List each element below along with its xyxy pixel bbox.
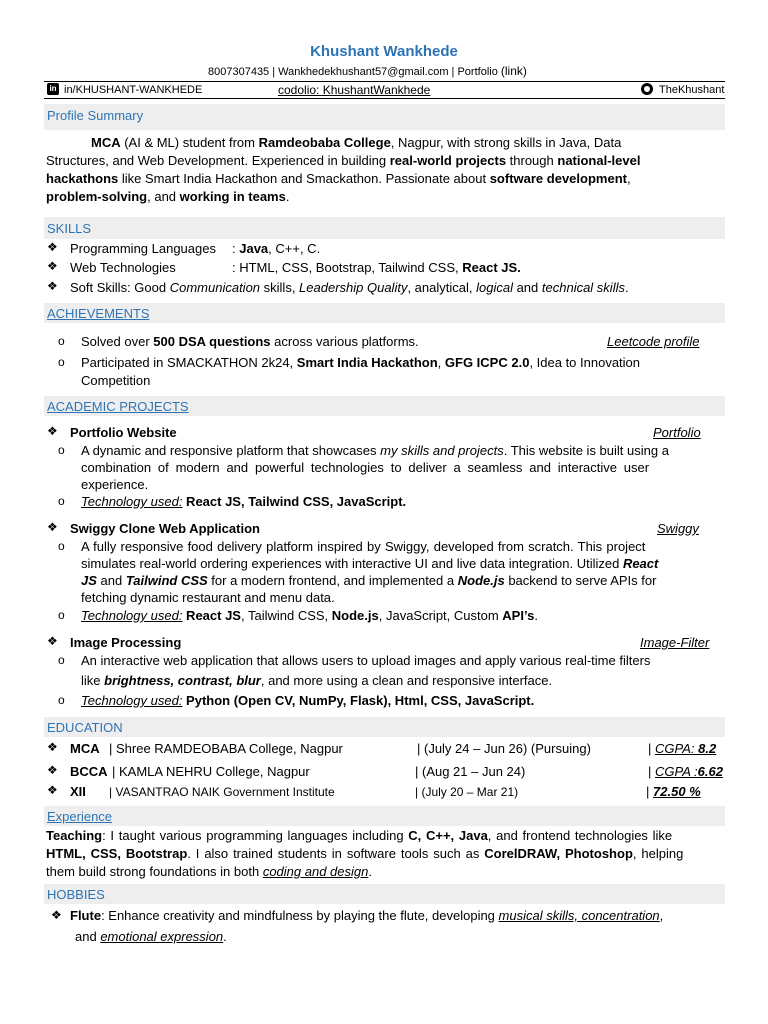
summary-heading: Profile Summary [47,108,144,123]
codolio-handle[interactable]: codolio: KhushantWankhede [278,83,431,97]
edu-degree: BCCA [70,764,108,779]
project-portfolio-desc-2: combination of modern and powerful technologies to deliver a seamless and interactive user [81,460,650,475]
sub-bullet: o [58,334,65,348]
bullet-diamond: ❖ [47,763,58,777]
project-image-desc-1: An interactive web application that allows users to upload images and apply various real-time filters [81,653,651,668]
bullet-diamond: ❖ [51,908,62,922]
achievements-heading: ACHIEVEMENTS [47,306,150,321]
project-swiggy-tech: Technology used: React JS, Tailwind CSS, Node.js, JavaScript, Custom API’s. [81,608,538,623]
experience-line-3: them build strong foundations in both coding and design. [46,864,372,879]
bullet-diamond: ❖ [47,279,58,293]
edu-score: | CGPA: 8.2 [648,741,717,756]
project-image-desc-2: like brightness, contrast, blur, and more using a clean and responsive interface. [81,673,553,688]
contact-text: 8007307435 | Wankhedekhushant57@gmail.com | Portfolio [208,66,498,78]
summary-line-3: hackathons like Smart India Hackathon and Smackathon. Passionate about software development, [46,171,631,186]
sub-bullet: o [58,443,65,457]
bullet-diamond: ❖ [47,634,58,648]
project-swiggy-desc-1: A fully responsive food delivery platform inspired by Swiggy, developed from scratch. This project [81,539,646,554]
github-icon[interactable] [641,83,653,95]
project-swiggy-desc-3: JS and Tailwind CSS for a modern frontend, and implemented a Node.js backend to serve APIs for [81,573,657,588]
bullet-diamond: ❖ [47,424,58,438]
edu-dates: | (July 24 – Jun 26) (Pursuing) [417,741,591,756]
skills-heading: SKILLS [47,221,92,236]
experience-heading: Experience [47,809,113,824]
skill-web-label: Web Technologies [70,260,176,275]
contact-line [208,64,527,79]
bullet-diamond: ❖ [47,520,58,534]
edu-dates: | (Aug 21 – Jun 24) [415,764,526,779]
edu-institute: | KAMLA NEHRU College, Nagpur [112,764,310,779]
achievement-2: Participated in SMACKATHON 2k24, Smart India Hackathon, GFG ICPC 2.0, Idea to Innovation [81,355,641,370]
project-portfolio-tech: Technology used: React JS, Tailwind CSS, JavaScript. [81,494,407,509]
github-handle[interactable]: TheKhushant [659,84,725,96]
skill-prog-label: Programming Languages [70,241,216,256]
image-filter-link[interactable]: Image-Filter [640,635,710,650]
projects-heading: ACADEMIC PROJECTS [47,399,189,414]
bullet-diamond: ❖ [47,240,58,254]
candidate-name: Khushant Wankhede [310,43,458,60]
summary-line-2: Structures, and Web Development. Experienced in building real-world projects through national-level [46,153,641,168]
edu-degree: XII [70,784,86,799]
project-portfolio-desc-3: experience. [81,477,149,492]
edu-institute: | VASANTRAO NAIK Government Institute [109,785,335,799]
summary-band [44,104,725,130]
linkedin-handle[interactable]: in/KHUSHANT-WANKHEDE [64,84,203,96]
education-heading: EDUCATION [47,720,123,735]
skill-prog-value: : Java, C++, C. [232,241,321,256]
sub-bullet: o [58,693,65,707]
bullet-diamond: ❖ [47,259,58,273]
sub-bullet: o [58,355,65,369]
hobby-flute: Flute: Enhance creativity and mindfulness by playing the flute, developing musical skills, concentration, [70,908,664,923]
sub-bullet: o [58,608,65,622]
education-band [44,717,725,737]
edu-institute: | Shree RAMDEOBABA College, Nagpur [109,741,343,756]
project-image-title: Image Processing [70,635,182,650]
edu-score: | CGPA :6.62 [648,764,723,779]
sub-bullet: o [58,653,65,667]
experience-line-2: HTML, CSS, Bootstrap. I also trained students in software tools such as CorelDRAW, Photoshop, helping [46,846,684,861]
hobbies-band [44,884,725,904]
leetcode-link[interactable]: Leetcode profile [607,334,700,349]
hobbies-heading: HOBBIES [47,887,105,902]
skill-soft: Soft Skills: Good Communication skills, Leadership Quality, analytical, logical and technical skills. [70,280,629,295]
hobby-flute-cont: and emotional expression. [75,929,227,944]
portfolio-link[interactable]: (link) [500,64,527,78]
project-image-tech: Technology used: Python (Open CV, NumPy, Flask), Html, CSS, JavaScript. [81,693,535,708]
skill-web-value: : HTML, CSS, Bootstrap, Tailwind CSS, React JS. [232,260,521,275]
edu-degree: MCA [70,741,100,756]
project-portfolio-title: Portfolio Website [70,425,177,440]
project-portfolio-desc-1: A dynamic and responsive platform that showcases my skills and projects. This website is built using a [81,443,669,458]
achievement-2-cont: Competition [81,373,151,388]
bullet-diamond: ❖ [47,740,58,754]
project-swiggy-desc-2: simulates real-world ordering experiences with interactive UI and live data integration. Utilized React [81,556,659,571]
swiggy-link[interactable]: Swiggy [657,521,699,536]
skills-band [44,217,725,239]
summary-line-1: MCA (AI & ML) student from Ramdeobaba College, Nagpur, with strong skills in Java, Data [91,135,622,150]
sub-bullet: o [58,539,65,553]
summary-line-4: problem-solving, and working in teams. [46,189,290,204]
project-swiggy-title: Swiggy Clone Web Application [70,521,260,536]
edu-dates: | (July 20 – Mar 21) [415,785,519,799]
achievement-1: Solved over 500 DSA questions across various platforms. [81,334,419,349]
portfolio-link[interactable]: Portfolio [653,425,701,440]
sub-bullet: o [58,494,65,508]
header-divider-bottom [44,98,725,99]
experience-band [44,806,725,826]
linkedin-icon[interactable]: in [47,83,59,95]
project-swiggy-desc-4: fetching dynamic restaurant and menu data. [81,590,335,605]
bullet-diamond: ❖ [47,783,58,797]
experience-line-1: Teaching: I taught various programming languages including C, C++, Java, and frontend technologies like [46,828,673,843]
edu-score: | 72.50 % [646,784,701,799]
